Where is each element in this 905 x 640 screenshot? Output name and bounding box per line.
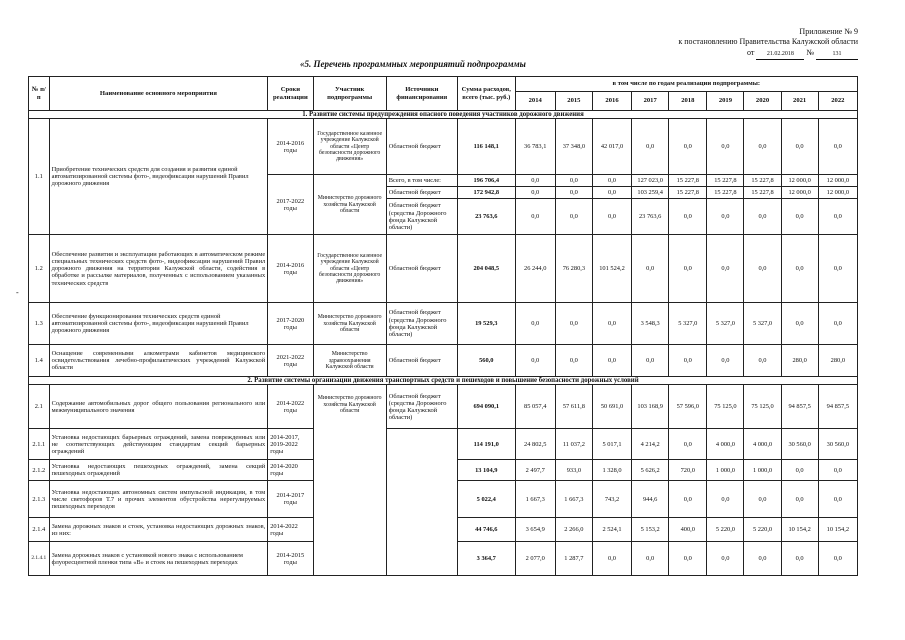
year-value: 0,0 <box>632 235 669 303</box>
participant-cell: Министерство дорожного хозяйства Калужской области <box>313 303 386 345</box>
year-value: 0,0 <box>781 119 818 175</box>
year-value: 5 220,0 <box>707 518 744 542</box>
year-value: 0,0 <box>669 481 707 518</box>
year-value: 0,0 <box>669 345 707 377</box>
year-header: 2014 <box>515 92 555 111</box>
total-cell: 204 048,5 <box>457 235 515 303</box>
year-value: 0,0 <box>781 542 818 576</box>
total-cell: 114 191,0 <box>457 429 515 460</box>
col-sources-header: Источники финансирования <box>386 77 457 111</box>
year-value: 4 214,2 <box>632 429 669 460</box>
terms-cell: 2014-2015 годы <box>268 542 313 576</box>
year-value: 101 524,2 <box>592 235 631 303</box>
total-cell: 172 942,8 <box>457 187 515 199</box>
year-value: 12 000,0 <box>781 187 818 199</box>
activity-name: Приобретение технических средств для создания и развития единой автоматизированной системы фото-, видеофиксации нарушений Правил дорожного движения <box>49 119 268 235</box>
appendix-label: Приложение № 9 <box>799 27 858 36</box>
year-value: 1 667,3 <box>555 481 592 518</box>
decree-date-line <box>678 48 858 60</box>
year-value: 0,0 <box>515 187 555 199</box>
table-row <box>29 235 858 303</box>
year-value: 0,0 <box>744 199 781 235</box>
year-value: 94 857,5 <box>818 385 857 429</box>
participant-cell: Министерство дорожного хозяйства Калужской области <box>313 175 386 235</box>
source-cell: Областной бюджет (средства Дорожного фонда Калужской области) <box>386 385 457 429</box>
number-value: 131 <box>816 49 858 60</box>
source-cell: Всего, в том числе: <box>386 175 457 187</box>
total-cell: 5 022,4 <box>457 481 515 518</box>
total-cell: 116 148,1 <box>457 119 515 175</box>
year-value: 37 348,0 <box>555 119 592 175</box>
year-value: 1 667,3 <box>515 481 555 518</box>
total-cell: 44 746,6 <box>457 518 515 542</box>
year-value: 0,0 <box>555 345 592 377</box>
year-value: 1 287,7 <box>555 542 592 576</box>
year-header: 2018 <box>669 92 707 111</box>
section-title: 1. Развитие системы предупреждения опасного поведения участников дорожного движения <box>29 111 858 119</box>
source-cell: Областной бюджет (средства Дорожного фонда Калужской области) <box>386 303 457 345</box>
row-number: 2.1.1 <box>29 429 50 460</box>
year-value: 0,0 <box>592 542 631 576</box>
year-value: 0,0 <box>781 460 818 481</box>
header-row <box>29 77 858 92</box>
year-value: 0,0 <box>818 119 857 175</box>
year-value: 57 611,8 <box>555 385 592 429</box>
year-value: 0,0 <box>707 345 744 377</box>
year-value: 0,0 <box>555 187 592 199</box>
row-number: 2.1 <box>29 385 50 429</box>
year-value: 36 783,1 <box>515 119 555 175</box>
year-value: 0,0 <box>515 199 555 235</box>
year-value: 0,0 <box>744 235 781 303</box>
year-value: 0,0 <box>707 119 744 175</box>
year-value: 1 000,0 <box>707 460 744 481</box>
row-number: 1.3 <box>29 303 50 345</box>
activities-table <box>28 76 858 576</box>
row-number: 2.1.4.1 <box>29 542 50 576</box>
terms-cell: 2014-2016 годы <box>268 235 313 303</box>
year-value: 15 227,8 <box>669 175 707 187</box>
year-value: 0,0 <box>632 345 669 377</box>
section-title: 2. Развитие системы организации движения транспортных средств и пешеходов и повышение безопасности дорожных условий <box>29 377 858 385</box>
year-value: 5 626,2 <box>632 460 669 481</box>
year-value: 15 227,8 <box>669 187 707 199</box>
source-cell: Областной бюджет <box>386 345 457 377</box>
activity-name: Замена дорожных знаков с установкой нового знака с использованием флуоресцентной пленки типа «В» и стоек на пешеходных переходах <box>49 542 268 576</box>
year-value: 0,0 <box>669 542 707 576</box>
terms-cell: 2014-2016 годы <box>268 119 313 175</box>
source-cell: Областной бюджет <box>386 187 457 199</box>
year-value: 720,0 <box>669 460 707 481</box>
row-number: 1.4 <box>29 345 50 377</box>
date-value: 21.02.2018 <box>756 49 804 60</box>
year-value: 0,0 <box>515 345 555 377</box>
year-value: 42 017,0 <box>592 119 631 175</box>
year-value: 0,0 <box>818 303 857 345</box>
year-value: 5 153,2 <box>632 518 669 542</box>
year-value: 0,0 <box>707 199 744 235</box>
terms-cell: 2021-2022 годы <box>268 345 313 377</box>
table-row <box>29 303 858 345</box>
year-value: 0,0 <box>818 235 857 303</box>
year-header: 2016 <box>592 92 631 111</box>
year-value: 103 259,4 <box>632 187 669 199</box>
source-cell: Областной бюджет <box>386 119 457 175</box>
total-cell: 13 104,9 <box>457 460 515 481</box>
year-header: 2020 <box>744 92 781 111</box>
terms-cell: 2014-2022 годы <box>268 385 313 429</box>
activity-name: Замена дорожных знаков и стоек, установка недостающих дорожных знаков, из них: <box>49 518 268 542</box>
year-value: 0,0 <box>555 175 592 187</box>
year-value: 76 280,3 <box>555 235 592 303</box>
year-value: 5 327,0 <box>669 303 707 345</box>
date-label: от <box>746 48 755 57</box>
col-participant-header: Участник подпрограммы <box>313 77 386 111</box>
total-cell: 560,0 <box>457 345 515 377</box>
table-row <box>29 345 858 377</box>
total-cell: 694 090,1 <box>457 385 515 429</box>
section-row <box>29 377 858 385</box>
year-value: 30 560,0 <box>781 429 818 460</box>
year-value: 0,0 <box>818 542 857 576</box>
terms-cell: 2017-2022 годы <box>268 175 313 235</box>
year-value: 3 548,3 <box>632 303 669 345</box>
table-row <box>29 429 858 460</box>
col-years-group-header: в том числе по годам реализации подпрограммы: <box>515 77 857 92</box>
year-value: 0,0 <box>744 345 781 377</box>
col-total-header: Сумма расходов, всего (тыс. руб.) <box>457 77 515 111</box>
year-value: 0,0 <box>707 235 744 303</box>
year-value: 0,0 <box>707 542 744 576</box>
year-value: 30 560,0 <box>818 429 857 460</box>
year-value: 0,0 <box>744 119 781 175</box>
terms-cell: 2014-2022 годы <box>268 518 313 542</box>
year-value: 933,0 <box>555 460 592 481</box>
year-value: 944,6 <box>632 481 669 518</box>
year-value: 0,0 <box>632 119 669 175</box>
year-value: 0,0 <box>632 542 669 576</box>
total-cell: 196 706,4 <box>457 175 515 187</box>
margin-mark: - <box>16 288 19 297</box>
col-num-header: № п/п <box>29 77 50 111</box>
total-cell: 3 364,7 <box>457 542 515 576</box>
year-value: 1 000,0 <box>744 460 781 481</box>
table-row <box>29 385 858 429</box>
year-value: 4 000,0 <box>707 429 744 460</box>
year-value: 280,0 <box>781 345 818 377</box>
participant-cell: Государственное казенное учреждение Калужской области «Центр безопасности дорожного движения» <box>313 119 386 175</box>
year-value: 10 154,2 <box>781 518 818 542</box>
year-value: 0,0 <box>669 429 707 460</box>
row-number: 2.1.4 <box>29 518 50 542</box>
decree-label: к постановлению Правительства Калужской области <box>678 37 858 46</box>
year-value: 0,0 <box>592 199 631 235</box>
number-label: № <box>806 48 814 57</box>
year-value: 11 037,2 <box>555 429 592 460</box>
year-value: 0,0 <box>555 303 592 345</box>
year-value: 2 497,7 <box>515 460 555 481</box>
source-cell-empty <box>386 429 457 576</box>
year-value: 10 154,2 <box>818 518 857 542</box>
year-header: 2017 <box>632 92 669 111</box>
terms-cell: 2014-2017, 2019-2022 годы <box>268 429 313 460</box>
year-value: 26 244,0 <box>515 235 555 303</box>
year-value: 15 227,8 <box>707 187 744 199</box>
year-value: 400,0 <box>669 518 707 542</box>
year-value: 743,2 <box>592 481 631 518</box>
year-value: 23 763,6 <box>632 199 669 235</box>
year-value: 24 802,5 <box>515 429 555 460</box>
year-value: 15 227,8 <box>744 175 781 187</box>
year-value: 0,0 <box>707 481 744 518</box>
document-header <box>678 27 858 60</box>
year-value: 0,0 <box>669 199 707 235</box>
year-value: 50 691,0 <box>592 385 631 429</box>
section-row <box>29 111 858 119</box>
year-value: 0,0 <box>781 303 818 345</box>
row-number: 1.1 <box>29 119 50 235</box>
activity-name: Содержание автомобильных дорог общего пользования регионального или межмуниципального значения <box>49 385 268 429</box>
activity-name: Обеспечение развития и эксплуатации работающих в автоматическом режиме специальных технических средств фото-, видеофиксации нарушений Правил дорожного движения на территории Калужской области, содействия в обработке и рассылке материалов, полученных с использованием указанных технических средств <box>49 235 268 303</box>
year-value: 75 125,0 <box>744 385 781 429</box>
row-number: 2.1.3 <box>29 481 50 518</box>
year-value: 75 125,0 <box>707 385 744 429</box>
year-value: 0,0 <box>781 481 818 518</box>
year-value: 0,0 <box>592 175 631 187</box>
year-value: 0,0 <box>669 235 707 303</box>
participant-cell: Министерство здравоохранения Калужской области <box>313 345 386 377</box>
total-cell: 19 529,3 <box>457 303 515 345</box>
year-header: 2019 <box>707 92 744 111</box>
year-value: 0,0 <box>818 481 857 518</box>
terms-cell: 2014-2017 годы <box>268 481 313 518</box>
year-value: 127 023,0 <box>632 175 669 187</box>
year-value: 0,0 <box>781 199 818 235</box>
year-value: 15 227,8 <box>744 187 781 199</box>
year-value: 15 227,8 <box>707 175 744 187</box>
participant-cell: Министерство дорожного хозяйства Калужской области <box>313 385 386 576</box>
year-value: 12 000,0 <box>781 175 818 187</box>
year-value: 5 327,0 <box>707 303 744 345</box>
year-value: 0,0 <box>592 345 631 377</box>
activity-name: Обеспечение функционирования технических средств единой автоматизированной системы фото-, видеофиксации нарушений Правил дорожного движения <box>49 303 268 345</box>
activity-name: Установка недостающих барьерных ограждений, замена поврежденных или не соответствующих действующим стандартам секций барьерных ограждений <box>49 429 268 460</box>
total-cell: 23 763,6 <box>457 199 515 235</box>
year-value: 0,0 <box>744 481 781 518</box>
year-value: 0,0 <box>818 199 857 235</box>
year-value: 0,0 <box>515 303 555 345</box>
year-value: 0,0 <box>818 460 857 481</box>
year-header: 2022 <box>818 92 857 111</box>
source-cell: Областной бюджет <box>386 235 457 303</box>
year-value: 85 057,4 <box>515 385 555 429</box>
year-value: 5 327,0 <box>744 303 781 345</box>
year-value: 0,0 <box>744 542 781 576</box>
year-value: 1 328,0 <box>592 460 631 481</box>
year-value: 94 857,5 <box>781 385 818 429</box>
year-value: 5 017,1 <box>592 429 631 460</box>
year-value: 0,0 <box>515 175 555 187</box>
year-value: 5 220,0 <box>744 518 781 542</box>
year-header: 2021 <box>781 92 818 111</box>
activity-name: Установка недостающих пешеходных ограждений, замена секций пешеходных ограждений <box>49 460 268 481</box>
year-value: 57 596,0 <box>669 385 707 429</box>
year-value: 4 000,0 <box>744 429 781 460</box>
year-value: 3 654,9 <box>515 518 555 542</box>
year-value: 12 000,0 <box>818 175 857 187</box>
year-value: 2 266,0 <box>555 518 592 542</box>
year-value: 0,0 <box>592 187 631 199</box>
table-row <box>29 119 858 175</box>
activity-name: Оснащение современными алкометрами кабинетов медицинского освидетельствования лечебно-профилактических учреждений Калужской области <box>49 345 268 377</box>
year-header: 2015 <box>555 92 592 111</box>
source-cell: Областной бюджет (средства Дорожного фонда Калужской области) <box>386 199 457 235</box>
row-number: 2.1.2 <box>29 460 50 481</box>
col-terms-header: Сроки реализации <box>268 77 313 111</box>
year-value: 0,0 <box>781 235 818 303</box>
year-value: 0,0 <box>669 119 707 175</box>
year-value: 2 524,1 <box>592 518 631 542</box>
activity-name: Установка недостающих автономных систем импульсной индикации, в том числе светофоров Т.7 и прочих элементов обустройства нерегулируемых пешеходных переходов <box>49 481 268 518</box>
year-value: 2 077,0 <box>515 542 555 576</box>
terms-cell: 2017-2020 годы <box>268 303 313 345</box>
terms-cell: 2014-2020 годы <box>268 460 313 481</box>
participant-cell: Государственное казенное учреждение Калужской области «Центр безопасности дорожного движения» <box>313 235 386 303</box>
year-value: 103 168,9 <box>632 385 669 429</box>
year-value: 280,0 <box>818 345 857 377</box>
row-number: 1.2 <box>29 235 50 303</box>
col-name-header: Наименование основного мероприятия <box>49 77 268 111</box>
year-value: 0,0 <box>555 199 592 235</box>
year-value: 0,0 <box>592 303 631 345</box>
year-value: 12 000,0 <box>818 187 857 199</box>
page-title: «5. Перечень программных мероприятий подпрограммы <box>300 59 526 69</box>
